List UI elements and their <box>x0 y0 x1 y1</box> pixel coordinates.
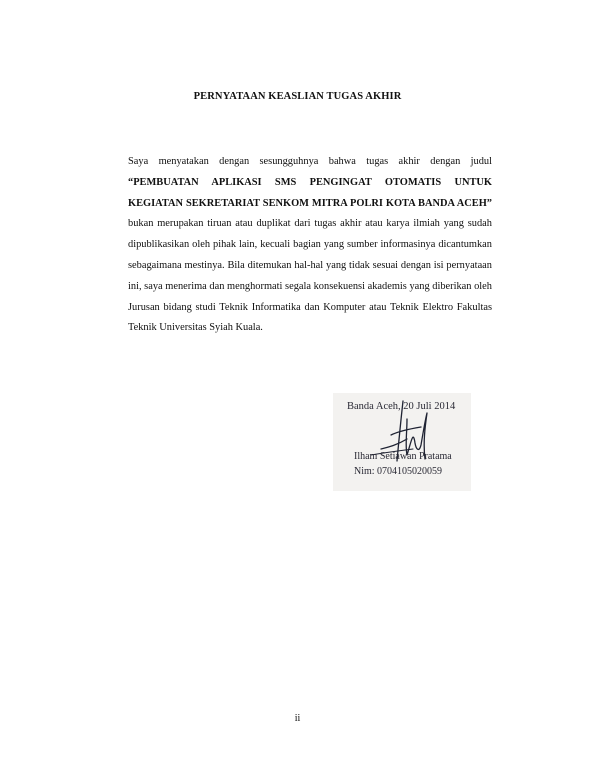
statement-paragraph <box>128 152 492 339</box>
page-number: ii <box>294 713 301 724</box>
statement-rest: bukan merupakan tiruan atau duplikat dari tugas akhir atau karya ilmiah yang sudah dipublikasikan oleh pihak lain, kecuali bagian yang sumber informasinya dicantumkan sebagaimana mestinya. Bila ditemukan hal-hal yang tidak sesuai dengan isi pernyataan ini, saya menerima dan menghormati segala konsekuensi akademis yang diberikan oleh Jurusan bidang studi Teknik Informatika dan Komputer atau Teknik Elektro Fakultas Teknik Universitas Syiah Kuala. <box>128 218 492 334</box>
statement-intro: Saya menyatakan dengan sesungguhnya bahwa tugas akhir dengan judul <box>128 156 492 167</box>
document-title: PERNYATAAN KEASLIAN TUGAS AKHIR <box>193 91 402 102</box>
signer-nim: Nim: 0704105020059 <box>354 466 443 477</box>
signer-name: Ilham Setiawan Pratama <box>354 451 452 462</box>
signature-block <box>333 393 471 491</box>
thesis-title: “PEMBUATAN APLIKASI SMS PENGINGAT OTOMATIS UNTUK KEGIATAN SEKRETARIAT SENKOM MITRA POLRI KOTA BANDA ACEH” <box>128 176 492 209</box>
place-date: Banda Aceh, 20 Juli 2014 <box>347 401 456 412</box>
